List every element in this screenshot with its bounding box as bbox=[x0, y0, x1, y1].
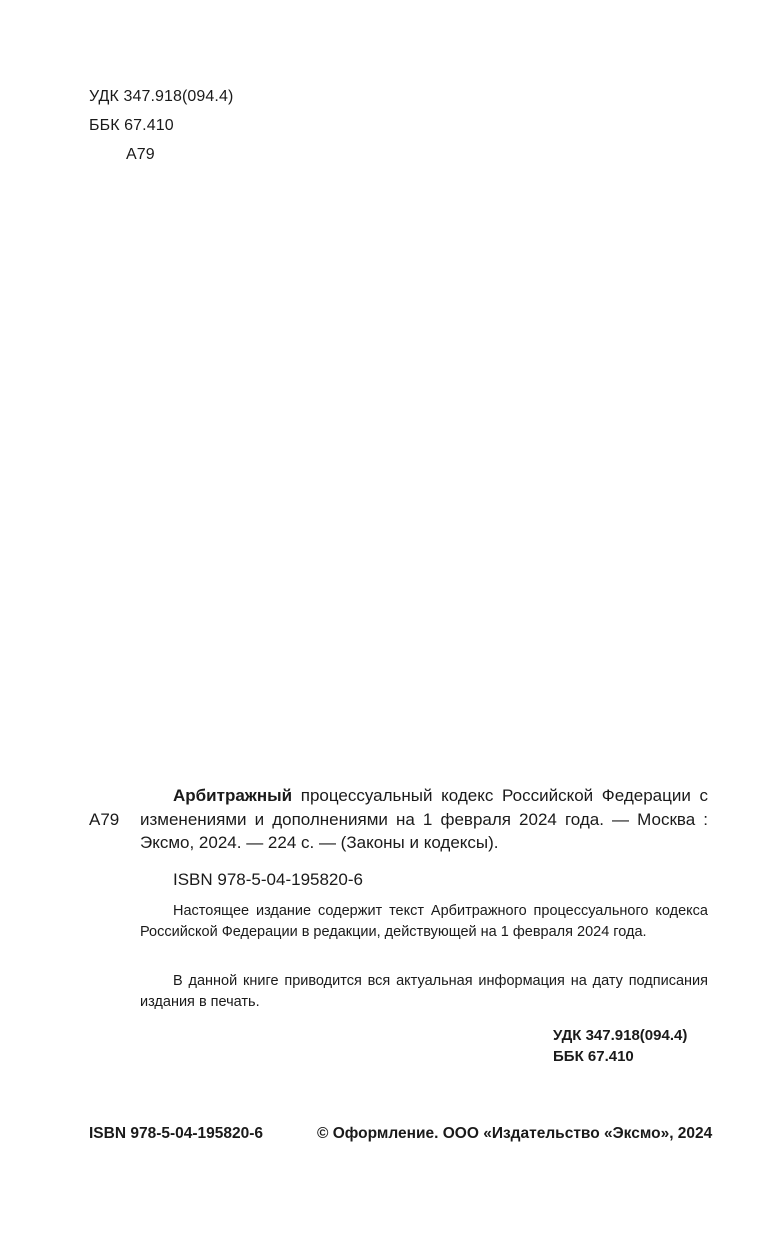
isbn-inline: ISBN 978-5-04-195820-6 bbox=[173, 870, 363, 889]
annotation-paragraph-2 bbox=[140, 971, 708, 1012]
author-mark-margin: А79 bbox=[89, 810, 120, 829]
title-rest: процессуальный кодекс Российской Федерации с изменениями и дополнениями на 1 февраля 2024 года. — Москва : Эксмо, 2024. — 224 с. — (Законы и кодексы). bbox=[140, 786, 708, 852]
bibliographic-description bbox=[140, 784, 708, 855]
author-mark-top: А79 bbox=[126, 146, 155, 163]
isbn-footer: ISBN 978-5-04-195820-6 bbox=[89, 1125, 264, 1142]
bbk-code-top: ББК 67.410 bbox=[89, 117, 174, 134]
annotation-text-1: Настоящее издание содержит текст Арбитражного процессуального кодекса Российской Федерации в редакции, действующей на 1 февраля 2024 года. bbox=[140, 903, 708, 940]
title-bold: Арбитражный bbox=[173, 786, 293, 805]
udk-code-top: УДК 347.918(094.4) bbox=[89, 88, 234, 105]
bbk-code-right: ББК 67.410 bbox=[553, 1048, 634, 1065]
udk-code-right: УДК 347.918(094.4) bbox=[553, 1027, 688, 1044]
copyright-notice: © Оформление. ООО «Издательство «Эксмо», 2024 bbox=[317, 1125, 713, 1142]
annotation-text-2: В данной книге приводится вся актуальная информация на дату подписания издания в печать. bbox=[140, 973, 708, 1010]
annotation-paragraph-1 bbox=[140, 901, 708, 942]
